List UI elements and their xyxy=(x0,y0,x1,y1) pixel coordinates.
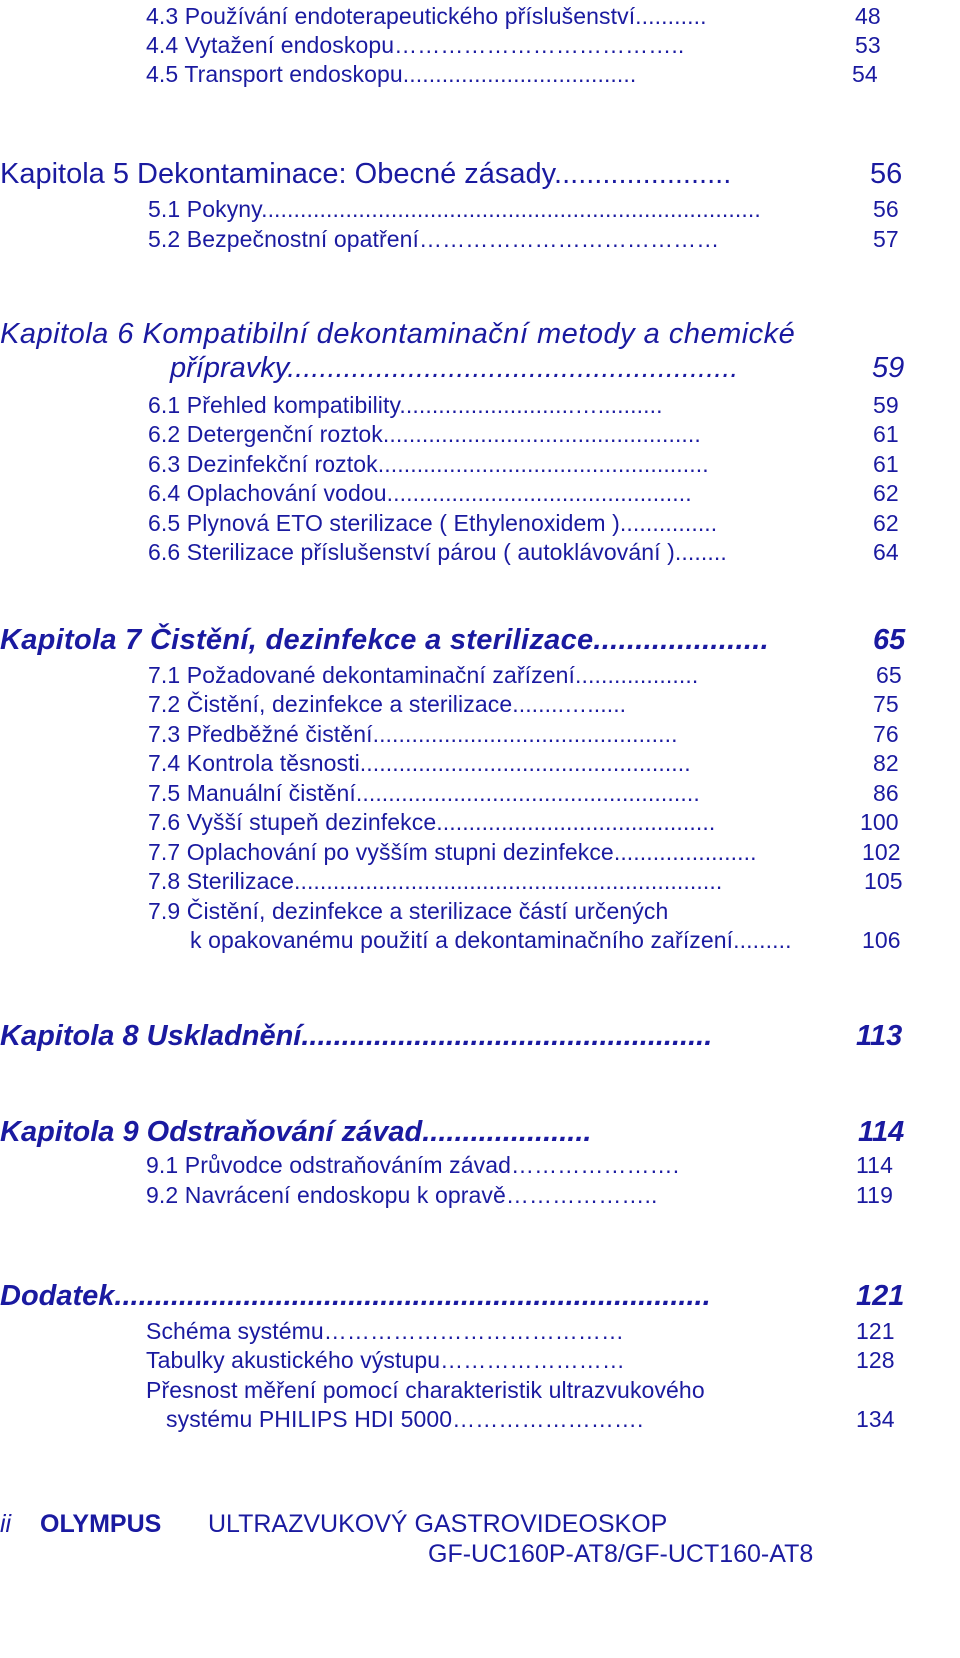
toc-page-number: 75 xyxy=(873,691,899,717)
toc-page-number: 56 xyxy=(873,196,899,222)
chapter-5-heading[interactable] xyxy=(0,158,731,191)
toc-entry[interactable] xyxy=(148,839,757,866)
toc-page-number: 105 xyxy=(864,868,903,894)
chapter-title: přípravky........................................................ xyxy=(170,352,739,384)
toc-page-number: 57 xyxy=(873,226,899,252)
toc-entry[interactable] xyxy=(148,480,692,507)
chapter-7-heading[interactable] xyxy=(0,624,769,657)
toc-entry[interactable] xyxy=(148,226,719,253)
toc-page-number: 62 xyxy=(873,510,899,536)
toc-page-number: 100 xyxy=(860,809,899,835)
toc-page-number: 54 xyxy=(852,61,878,87)
toc-entry[interactable] xyxy=(146,1377,705,1404)
toc-entry[interactable] xyxy=(148,750,691,777)
chapter-8-heading[interactable] xyxy=(0,1020,712,1053)
toc-entry-text: 4.4 Vytažení endoskopu……………………………….. xyxy=(146,32,685,58)
toc-entry[interactable] xyxy=(146,1318,624,1345)
toc-page-number: 53 xyxy=(855,32,881,58)
toc-page-number: 64 xyxy=(873,539,899,565)
toc-page-number: 82 xyxy=(873,750,899,776)
toc-page-number: 59 xyxy=(873,392,899,418)
chapter-title: Kapitola 7 Čistění, dezinfekce a sterilizace..................... xyxy=(0,624,769,656)
toc-entry[interactable] xyxy=(148,421,701,448)
toc-entry[interactable] xyxy=(148,451,709,478)
footer-product-title: ULTRAZVUKOVÝ GASTROVIDEOSKOP xyxy=(208,1510,668,1538)
toc-entry[interactable] xyxy=(148,809,715,836)
chapter-page-number: 65 xyxy=(873,624,906,656)
toc-entry-text: 6.4 Oplachování vodou............................................... xyxy=(148,480,692,506)
toc-entry-text: 6.3 Dezinfekční roztok................................................... xyxy=(148,451,709,477)
toc-entry[interactable] xyxy=(148,539,727,566)
toc-entry-text: 5.1 Pokyny............................................................................. xyxy=(148,196,761,222)
toc-entry[interactable] xyxy=(166,1406,643,1433)
toc-page-number: 106 xyxy=(862,927,901,953)
toc-entry[interactable] xyxy=(146,61,636,88)
toc-entry-text: 4.5 Transport endoskopu.................................... xyxy=(146,61,637,87)
footer-page-number: ii xyxy=(0,1510,12,1538)
toc-entry-text: 7.2 Čistění, dezinfekce a sterilizace........…...... xyxy=(148,691,627,717)
toc-entry-text: Schéma systému………………………………… xyxy=(146,1318,625,1344)
toc-page-number: 134 xyxy=(856,1406,895,1432)
toc-entry[interactable] xyxy=(148,780,700,807)
toc-entry[interactable] xyxy=(146,1347,625,1374)
toc-entry[interactable] xyxy=(148,196,761,223)
toc-page-number: 121 xyxy=(856,1318,895,1344)
toc-entry-text: 7.4 Kontrola těsnosti................................................... xyxy=(148,750,691,776)
appendix-heading[interactable] xyxy=(0,1280,711,1313)
toc-entry[interactable] xyxy=(146,1182,658,1209)
toc-entry-text: 6.6 Sterilizace příslušenství párou ( autoklávování )........ xyxy=(148,539,727,565)
toc-entry[interactable] xyxy=(148,691,626,718)
toc-entry-text: 7.8 Sterilizace.................................................................. xyxy=(148,868,723,894)
chapter-page-number: 113 xyxy=(856,1020,903,1052)
toc-page-number: 119 xyxy=(856,1182,893,1208)
toc-entry-text: k opakovanému použití a dekontaminačního zařízení......... xyxy=(190,927,792,953)
toc-entry-text: 7.9 Čistění, dezinfekce a sterilizace částí určených xyxy=(148,898,669,924)
chapter-6-heading[interactable] xyxy=(0,318,795,351)
toc-entry[interactable] xyxy=(146,32,684,59)
toc-entry[interactable] xyxy=(148,868,722,895)
chapter-title: Kapitola 5 Dekontaminace: Obecné zásady...................... xyxy=(0,158,732,190)
toc-entry[interactable] xyxy=(148,721,678,748)
toc-page-number: 86 xyxy=(873,780,899,806)
toc-entry-text: 9.2 Navrácení endoskopu k opravě……………….. xyxy=(146,1182,658,1208)
toc-page-number: 65 xyxy=(876,662,902,688)
toc-entry-text: 9.1 Průvodce odstraňováním závad…………………. xyxy=(146,1152,680,1178)
chapter-9-heading[interactable] xyxy=(0,1116,591,1149)
toc-page-number: 76 xyxy=(873,721,899,747)
toc-entry-text: 7.3 Předběžné čistění............................................... xyxy=(148,721,678,747)
toc-entry[interactable] xyxy=(148,662,698,689)
toc-entry-text: Přesnost měření pomocí charakteristik ultrazvukového xyxy=(146,1377,705,1403)
toc-entry-text: Tabulky akustického výstupu…………………… xyxy=(146,1347,625,1373)
toc-entry-text: 5.2 Bezpečnostní opatření………………………………… xyxy=(148,226,720,252)
footer-brand: OLYMPUS xyxy=(40,1510,162,1538)
toc-entry[interactable] xyxy=(148,392,663,419)
toc-page-number: 62 xyxy=(873,480,899,506)
toc-entry-text: 6.2 Detergenční roztok................................................. xyxy=(148,421,701,447)
footer-model: GF-UC160P-AT8/GF-UCT160-AT8 xyxy=(428,1540,814,1568)
chapter-page-number: 121 xyxy=(856,1280,905,1312)
toc-page-number: 61 xyxy=(873,451,899,477)
chapter-6-heading-cont xyxy=(170,352,738,385)
toc-entry-text: 7.6 Vyšší stupeň dezinfekce........................................... xyxy=(148,809,716,835)
toc-entry[interactable] xyxy=(146,1152,679,1179)
toc-entry-text: 6.1 Přehled kompatibility...........................….......... xyxy=(148,392,663,418)
toc-entry[interactable] xyxy=(148,510,717,537)
toc-entry[interactable] xyxy=(190,927,792,954)
toc-page-number: 114 xyxy=(856,1152,893,1178)
toc-entry-text: 7.5 Manuální čistění..................................................... xyxy=(148,780,700,806)
toc-page-number: 128 xyxy=(856,1347,895,1373)
toc-entry[interactable] xyxy=(146,3,707,30)
toc-entry[interactable] xyxy=(148,898,668,925)
chapter-page-number: 59 xyxy=(872,352,905,384)
toc-page-number: 102 xyxy=(862,839,901,865)
toc-entry-text: 7.7 Oplachování po vyšším stupni dezinfekce...................... xyxy=(148,839,757,865)
chapter-page-number: 114 xyxy=(858,1116,905,1148)
toc-entry-text: 4.3 Používání endoterapeutického příslušenství........... xyxy=(146,3,707,29)
toc-entry-text: 7.1 Požadované dekontaminační zařízení................... xyxy=(148,662,699,688)
chapter-title: Kapitola 9 Odstraňování závad..................... xyxy=(0,1116,592,1148)
toc-entry-text: 6.5 Plynová ETO sterilizace ( Ethylenoxidem )............... xyxy=(148,510,718,536)
chapter-title: Kapitola 6 Kompatibilní dekontaminační metody a chemické xyxy=(0,318,796,350)
chapter-title: Dodatek.......................................................................... xyxy=(0,1280,711,1312)
chapter-title: Kapitola 8 Uskladnění................................................... xyxy=(0,1020,713,1052)
toc-entry-text: systému PHILIPS HDI 5000……………………. xyxy=(166,1406,644,1432)
toc-page-number: 48 xyxy=(855,3,881,29)
toc-page-number: 61 xyxy=(873,421,899,447)
chapter-page-number: 56 xyxy=(870,158,903,190)
